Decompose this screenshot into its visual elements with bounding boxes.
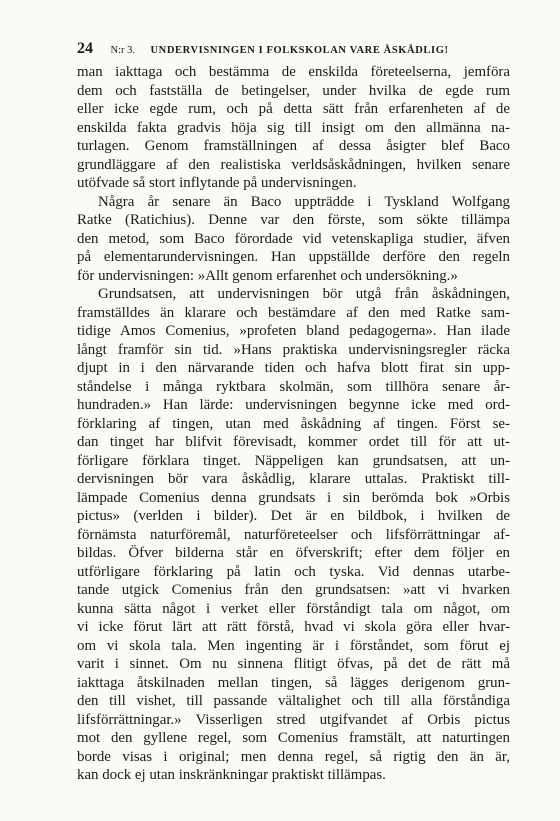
text-line: borde visas i original; men denna regel, så rigtig den än är, xyxy=(77,748,510,765)
text-line: iakttaga åtskilnaden mellan tingen, så lägges derigenom grun- xyxy=(77,674,510,691)
text-line: mot den gyllene regel, som Comenius framstält, att naturtingen xyxy=(77,730,510,746)
text-line: framställdes än klarare och bestämdare af den med Ratke sam- xyxy=(77,304,510,321)
running-head xyxy=(77,38,510,60)
paragraph xyxy=(77,285,510,785)
text-line: turlagen. Genom framställningen af dessa åsigter blef Baco xyxy=(77,138,510,154)
paragraph xyxy=(77,63,510,193)
text-line: ståndelse i många ryktbara skolmän, som tillhöra senare år- xyxy=(77,378,510,395)
paragraph xyxy=(77,193,510,286)
text-line: den till vishet, till passande vältalighet och till alla förståndiga xyxy=(77,693,510,709)
text-line: kunna sätta något i verket eller förståndigt tala om något, om xyxy=(77,600,510,617)
text-line: dem och fastställa de betingelser, under hvilka de egde rum xyxy=(77,82,510,99)
text-line: långt framför sin tid. »Hans praktiska undervisningsregler räcka xyxy=(77,341,510,358)
text-line: vi icke förut lärt att rätt förstå, hvad vi skola göra eller hvar- xyxy=(77,619,510,635)
text-line: Ratke (Ratichius). Denne var den förste, som sökte tillämpa xyxy=(77,212,510,228)
page-number: 24 xyxy=(77,40,93,57)
text-line: varit i sinnet. Om nu sinnena flitigt öfvas, på det de rätt må xyxy=(77,656,510,672)
text-line: tande utgick Comenius från den grundsatsen: »att vi hvarken xyxy=(77,582,510,598)
text-line: den metod, som Baco förordade vid vetenskapliga studier, äfven xyxy=(77,230,510,247)
text-line: lifsförrättningar.» Visserligen stred utgifvandet af Orbis pictus xyxy=(77,711,510,728)
text-line: enskilda fakta gradvis höja sig till insigt om den allmänna na- xyxy=(77,119,510,136)
text-line: Grundsatsen, att undervisningen bör utgå från åskådningen, xyxy=(98,286,510,302)
text-line: grundläggare af den realistiska verldsåskådningen, hvilken senare xyxy=(77,156,510,173)
text-line: lämpade Comenius denna grundsats i sin berömda bok »Orbis xyxy=(77,489,510,506)
text-line: förnämsta naturföremål, naturföreteelser och lifsförrättningar af- xyxy=(77,526,510,543)
text-line: man iakttaga och bestämma de enskilda företeelserna, jemföra xyxy=(77,64,510,80)
text-line: hundraden.» Han lärde: undervisningen begynne icke med ord- xyxy=(77,397,510,413)
text-line: Några år senare än Baco uppträdde i Tyskland Wolfgang xyxy=(98,193,510,210)
text-line: bildas. Öfver bilderna står en öfverskrift; efter dem följer en xyxy=(77,545,510,561)
text-line: förligare förklara tinget. Näppeligen kan grundsatsen, att un- xyxy=(77,452,510,469)
text-line: förklaring af tingen, utan med åskådning af tingen. Först se- xyxy=(77,415,510,432)
text-line: utförligare förklaring på latin och tyska. Vid dennas utarbe- xyxy=(77,563,510,580)
running-title: UNDERVISNINGEN I FOLKSKOLAN VARE ÅSKÅDLIG! xyxy=(150,45,449,56)
issue-number: N:r 3. xyxy=(110,45,135,56)
text-line: pictus» (verlden i bilder). Det är en bildbok, i hvilken de xyxy=(77,508,510,524)
body-text xyxy=(77,63,510,785)
text-line: eller icke egde rum, och på detta sätt från erfarenheten af de xyxy=(77,101,510,117)
text-line: på elementarundervisningen. Han uppställde derföre den regeln xyxy=(77,249,510,265)
text-line: tidige Amos Comenius, »profeten bland pedagogerna». Han ilade xyxy=(77,323,510,339)
text-line: för undervisningen: »Allt genom erfarenhet och undersökning.» xyxy=(77,267,458,284)
text-line: utöfvade så stort inflytande på undervisningen. xyxy=(77,175,357,191)
text-line: dan tinget har blifvit förevisadt, kommer ordet till för att ut- xyxy=(77,434,510,450)
text-line: dervisningen bör vara åskådlig, klarare uttalas. Praktiskt till- xyxy=(77,471,510,487)
text-line: djupt in i den närvarande tiden och hafva blott firat sin upp- xyxy=(77,360,510,376)
text-line: om vi skola tala. Men ingenting är i förståndet, som förut ej xyxy=(77,637,510,654)
text-line: kan dock ej utan inskränkningar praktiskt tillämpas. xyxy=(77,767,386,783)
